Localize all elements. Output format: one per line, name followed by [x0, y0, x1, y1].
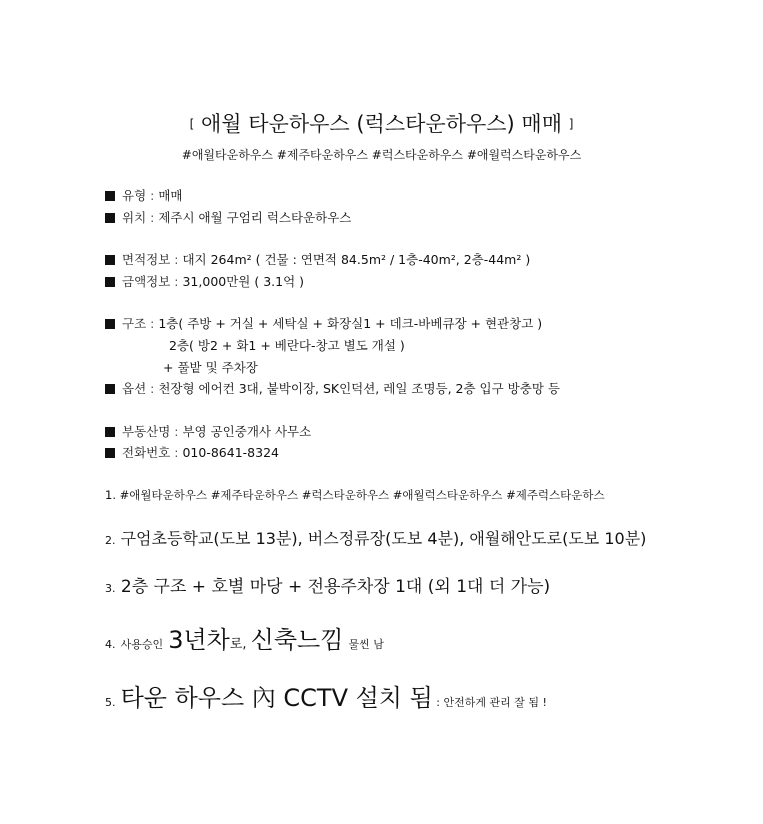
info-structure-row: [105, 315, 542, 333]
info-phone-sep: :: [170, 445, 183, 460]
point-4-mid: 로,: [229, 637, 251, 652]
bullet-square-icon: [105, 448, 115, 458]
info-phone-row: [105, 444, 279, 462]
point-5-post: : 안전하게 관리 잘 됨 !: [432, 696, 547, 709]
info-type-value: 매매: [158, 188, 183, 203]
page-title: [0, 110, 763, 138]
info-type-row: [105, 187, 182, 205]
info-structure-sep: :: [146, 316, 159, 331]
info-type-label: 유형: [122, 188, 147, 203]
title-text: 애월 타운하우스 (럭스타운하우스) 매매: [201, 112, 562, 136]
info-location-label: 위치: [122, 210, 147, 225]
info-location-value: 제주시 애월 구엄리 럭스타운하우스: [158, 210, 352, 225]
point-4: [105, 622, 384, 663]
point-5: [105, 680, 547, 721]
info-options-row: [105, 380, 560, 398]
info-structure-line3: + 풀밭 및 주차장: [163, 360, 258, 375]
info-structure-label: 구조: [122, 316, 147, 331]
info-agency-label: 부동산명: [122, 424, 171, 439]
info-price-label: 금액정보: [122, 274, 171, 289]
info-price-row: [105, 273, 304, 291]
info-options-sep: :: [146, 381, 159, 396]
point-2-text: 구엄초등학교(도보 13분), 버스정류장(도보 4분), 애월해안도로(도보 10분): [120, 529, 647, 548]
info-area-sep: :: [170, 252, 183, 267]
point-1-text: #애월타운하우스 #제주타운하우스 #럭스타운하우스 #애월럭스타운하우스 #제주럭스타운하스: [119, 488, 605, 502]
info-area-label: 면적정보: [122, 252, 171, 267]
point-4-post: 물씬 남: [348, 638, 384, 651]
info-structure-line2: 2층( 방2 + 화1 + 베란다-창고 별도 개설 ): [169, 338, 405, 353]
info-price-value: 31,000만원 ( 3.1억 ): [182, 274, 305, 289]
bullet-square-icon: [105, 191, 115, 201]
hashtags: #애월타운하우스 #제주타운하우스 #럭스타운하우스 #애월럭스타운하우스: [181, 148, 582, 162]
bullet-square-icon: [105, 255, 115, 265]
info-type-sep: :: [146, 188, 159, 203]
point-4-big: 3년차: [168, 626, 230, 654]
info-agency-value: 부영 공인중개사 사무소: [182, 424, 312, 439]
bullet-square-icon: [105, 319, 115, 329]
info-area-row: [105, 251, 530, 269]
point-3-text: 2층 구조 + 호별 마당 + 전용주차장 1대 (외 1대 더 가능): [120, 577, 551, 597]
info-location-row: [105, 209, 351, 227]
point-4-big2: 신축느낌: [250, 626, 344, 654]
info-options-value: 천장형 에어컨 3대, 붙박이장, SK인덕션, 레일 조명등, 2층 입구 방충망 등: [158, 381, 560, 396]
point-2: [105, 528, 646, 552]
point-4-number: 4.: [105, 638, 116, 651]
point-1: [105, 486, 605, 504]
point-1-number: 1.: [105, 488, 116, 502]
info-price-sep: :: [170, 274, 183, 289]
point-5-number: 5.: [105, 696, 116, 709]
bullet-square-icon: [105, 427, 115, 437]
point-4-pre: 사용승인: [120, 638, 164, 651]
bullet-square-icon: [105, 277, 115, 287]
info-phone-label: 전화번호: [122, 445, 171, 460]
point-5-big: 타운 하우스 內 CCTV 설치 됨: [120, 684, 433, 712]
info-location-sep: :: [146, 210, 159, 225]
info-agency-row: [105, 423, 311, 441]
info-agency-sep: :: [170, 424, 183, 439]
info-area-value: 대지 264m² ( 건물 : 연면적 84.5m² / 1층-40m², 2층-44m² ): [182, 252, 531, 267]
title-close-bracket: ]: [568, 117, 574, 131]
title-open-bracket: [: [189, 117, 195, 131]
info-structure-line1: 1층( 주방 + 거실 + 세탁실 + 화장실1 + 데크-바베큐장 + 현관창고 ): [158, 316, 543, 331]
info-phone-value: 010-8641-8324: [182, 445, 279, 460]
info-options-label: 옵션: [122, 381, 147, 396]
point-3: [105, 575, 550, 601]
point-3-number: 3.: [105, 582, 116, 595]
point-2-number: 2.: [105, 534, 116, 547]
bullet-square-icon: [105, 213, 115, 223]
bullet-square-icon: [105, 384, 115, 394]
